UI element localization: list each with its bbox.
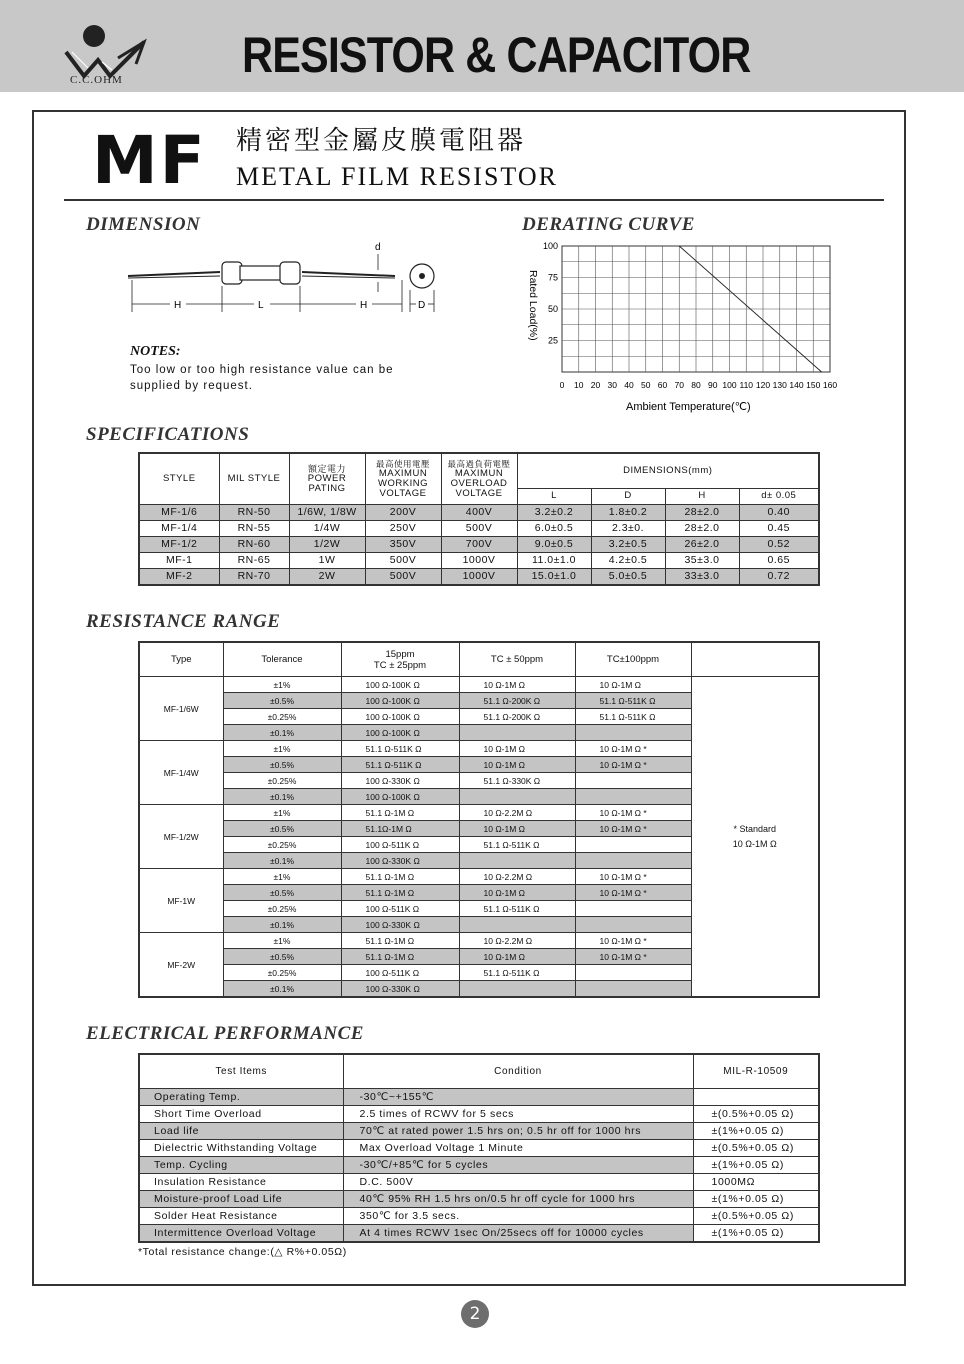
spec-row xyxy=(139,504,819,520)
ep-cell: ±(1%+0.05 Ω) xyxy=(693,1225,819,1243)
rr-cell: 100 Ω-330K Ω xyxy=(341,773,459,789)
rr-cell: 100 Ω-100K Ω xyxy=(341,725,459,741)
spec-cell: RN-65 xyxy=(219,552,289,568)
ep-cell: Max Overload Voltage 1 Minute xyxy=(343,1140,693,1157)
rr-cell xyxy=(459,789,575,805)
spec-row xyxy=(139,536,819,552)
rr-cell: ±0.1% xyxy=(223,981,341,998)
rr-cell: 10 Ω-1M Ω * xyxy=(575,885,691,901)
rr-cell: 51.1 Ω-511K Ω xyxy=(459,837,575,853)
product-title-en: METAL FILM RESISTOR xyxy=(236,162,558,191)
ep-cell: 350℃ for 3.5 secs. xyxy=(343,1208,693,1225)
derating-xtick: 60 xyxy=(657,380,668,390)
rr-cell: ±0.25% xyxy=(223,773,341,789)
rr-cell: 10 Ω-1M Ω xyxy=(459,949,575,965)
rr-type-cell: MF-1/4W xyxy=(139,741,223,805)
spec-cell: 400V xyxy=(441,504,517,520)
product-code: MF xyxy=(92,122,207,199)
rr-cell: ±0.1% xyxy=(223,725,341,741)
rr-cell: 100 Ω-330K Ω xyxy=(341,917,459,933)
spec-header-l: L xyxy=(517,488,591,504)
derating-xtick: 100 xyxy=(722,380,737,390)
derating-heading: DERATING CURVE xyxy=(522,214,695,235)
rr-cell xyxy=(575,773,691,789)
ep-row xyxy=(139,1174,819,1191)
rr-cell: ±0.1% xyxy=(223,917,341,933)
spec-cell: 3.2±0.2 xyxy=(517,504,591,520)
electrical-footnote: *Total resistance change:(△ R%+0.05Ω) xyxy=(138,1246,347,1258)
rr-header-blank xyxy=(691,642,819,677)
derating-ytick: 75 xyxy=(547,272,558,283)
ep-cell: At 4 times RCWV 1sec On/25secs off for 10000 cycles xyxy=(343,1225,693,1243)
spec-cell: MF-1/4 xyxy=(139,520,219,536)
rr-cell xyxy=(575,725,691,741)
rr-header-tc50: TC ± 50ppm xyxy=(459,642,575,677)
rr-cell: 10 Ω-1M Ω * xyxy=(575,821,691,837)
rr-cell: 10 Ω-1M Ω * xyxy=(575,757,691,773)
rr-cell xyxy=(459,917,575,933)
spec-header-power: 額定電力 POWER PATING xyxy=(289,453,365,504)
rr-cell: 100 Ω-100K Ω xyxy=(341,789,459,805)
ep-row xyxy=(139,1157,819,1174)
rr-cell: 10 Ω-1M Ω * xyxy=(575,741,691,757)
rr-cell: 51.1 Ω-511K Ω xyxy=(341,757,459,773)
spec-cell: 1000V xyxy=(441,552,517,568)
rr-cell: 100 Ω-511K Ω xyxy=(341,901,459,917)
notes-text: Too low or too high resistance value can be supplied by request. xyxy=(130,364,394,392)
rr-cell: ±0.25% xyxy=(223,837,341,853)
rr-cell: 10 Ω-1M Ω * xyxy=(575,805,691,821)
resistance-range-table xyxy=(138,641,820,998)
specifications-heading: SPECIFICATIONS xyxy=(86,424,250,445)
rr-cell xyxy=(459,725,575,741)
rr-cell: 10 Ω-1M Ω * xyxy=(575,933,691,949)
ep-row xyxy=(139,1123,819,1140)
spec-cell: RN-60 xyxy=(219,536,289,552)
ep-cell xyxy=(693,1089,819,1106)
spec-cell: 0.72 xyxy=(739,568,819,585)
spec-cell: 0.40 xyxy=(739,504,819,520)
rr-cell: ±0.5% xyxy=(223,757,341,773)
rr-cell: 51.1 Ω-1M Ω xyxy=(341,949,459,965)
rr-cell: ±0.5% xyxy=(223,693,341,709)
rr-cell: 100 Ω-100K Ω xyxy=(341,693,459,709)
spec-cell: 0.52 xyxy=(739,536,819,552)
ep-cell: ±(0.5%+0.05 Ω) xyxy=(693,1106,819,1123)
spec-cell: 0.65 xyxy=(739,552,819,568)
spec-cell: 9.0±0.5 xyxy=(517,536,591,552)
rr-cell xyxy=(575,981,691,998)
rr-header-tc100: TC±100ppm xyxy=(575,642,691,677)
spec-cell: 1/6W, 1/8W xyxy=(289,504,365,520)
rr-cell: 51.1 Ω-511K Ω xyxy=(341,741,459,757)
rr-cell: 51.1 Ω-330K Ω xyxy=(459,773,575,789)
ep-cell: D.C. 500V xyxy=(343,1174,693,1191)
label-h2: H xyxy=(360,300,368,311)
rr-cell: 51.1 Ω-511K Ω xyxy=(575,693,691,709)
dimension-heading: DIMENSION xyxy=(86,214,201,235)
rr-cell: 51.1 Ω-1M Ω xyxy=(341,869,459,885)
spec-cell: MF-1/6 xyxy=(139,504,219,520)
ep-cell: Intermittence Overload Voltage xyxy=(139,1225,343,1243)
rr-cell: 10 Ω-1M Ω xyxy=(459,821,575,837)
rr-cell xyxy=(575,837,691,853)
rr-cell: 51.1 Ω-511K Ω xyxy=(459,965,575,981)
ep-cell: ±(0.5%+0.05 Ω) xyxy=(693,1208,819,1225)
rr-cell: ±0.5% xyxy=(223,885,341,901)
ep-cell: Moisture-proof Load Life xyxy=(139,1191,343,1208)
rr-cell: ±0.5% xyxy=(223,949,341,965)
rr-cell: ±0.5% xyxy=(223,821,341,837)
ep-cell: ±(1%+0.05 Ω) xyxy=(693,1123,819,1140)
rr-cell: 51.1 Ω-200K Ω xyxy=(459,709,575,725)
rr-cell: 10 Ω-2.2M Ω xyxy=(459,805,575,821)
rr-cell: 100 Ω-100K Ω xyxy=(341,709,459,725)
ep-cell: 1000MΩ xyxy=(693,1174,819,1191)
spec-cell: 11.0±1.0 xyxy=(517,552,591,568)
spec-header-dimensions: DIMENSIONS(mm) xyxy=(517,453,819,488)
ep-cell: ±(0.5%+0.05 Ω) xyxy=(693,1140,819,1157)
derating-xtick: 10 xyxy=(574,380,584,390)
spec-cell: MF-2 xyxy=(139,568,219,585)
spec-cell: 3.2±0.5 xyxy=(591,536,665,552)
rr-cell: 51.1 Ω-200K Ω xyxy=(459,693,575,709)
spec-row xyxy=(139,552,819,568)
rr-cell: 10 Ω-1M Ω xyxy=(459,677,575,693)
rr-type-cell: MF-1W xyxy=(139,869,223,933)
rr-row xyxy=(139,677,819,693)
banner-title: RESISTOR & CAPACITOR xyxy=(242,27,751,83)
spec-cell: 35±3.0 xyxy=(665,552,739,568)
derating-xtick: 40 xyxy=(624,380,634,390)
rr-header-tc25: 15ppm TC ± 25ppm xyxy=(341,642,459,677)
derating-xtick: 30 xyxy=(607,380,617,390)
rr-cell: 51.1 Ω-1M Ω xyxy=(341,885,459,901)
derating-xtick: 90 xyxy=(708,380,718,390)
spec-cell: 33±3.0 xyxy=(665,568,739,585)
derating-ylabel: Rated Load(%) xyxy=(527,270,539,341)
rr-cell: ±1% xyxy=(223,677,341,693)
spec-cell: 1000V xyxy=(441,568,517,585)
page-number: 2 xyxy=(461,1300,489,1328)
rr-cell: ±0.1% xyxy=(223,789,341,805)
resistance-range-heading: RESISTANCE RANGE xyxy=(86,611,281,632)
ep-cell: 40℃ 95% RH 1.5 hrs on/0.5 hr off cycle for 1000 hrs xyxy=(343,1191,693,1208)
ep-cell: 70℃ at rated power 1.5 hrs on; 0.5 hr off for 1000 hrs xyxy=(343,1123,693,1140)
rr-cell xyxy=(459,853,575,869)
ep-cell: -30℃~+155℃ xyxy=(343,1089,693,1106)
ep-cell: Operating Temp. xyxy=(139,1089,343,1106)
rr-cell: 10 Ω-1M Ω xyxy=(459,757,575,773)
spec-cell: 15.0±1.0 xyxy=(517,568,591,585)
ep-header-test: Test Items xyxy=(139,1054,343,1089)
derating-xtick: 140 xyxy=(789,380,804,390)
ep-cell: -30℃/+85℃ for 5 cycles xyxy=(343,1157,693,1174)
rr-type-cell: MF-1/6W xyxy=(139,677,223,741)
spec-cell: 6.0±0.5 xyxy=(517,520,591,536)
spec-row xyxy=(139,568,819,585)
rr-note-line2: 10 Ω-1M Ω xyxy=(732,838,777,849)
notes-heading: NOTES: xyxy=(130,344,181,359)
rr-cell: 10 Ω-2.2M Ω xyxy=(459,933,575,949)
rr-cell xyxy=(575,853,691,869)
rr-cell: ±0.25% xyxy=(223,965,341,981)
spec-cell: 500V xyxy=(365,568,441,585)
electrical-table xyxy=(138,1053,820,1243)
rr-cell: ±1% xyxy=(223,741,341,757)
rr-cell: 10 Ω-1M Ω * xyxy=(575,869,691,885)
spec-cell: 1/2W xyxy=(289,536,365,552)
rr-standard-note xyxy=(691,677,819,998)
rr-header-type: Type xyxy=(139,642,223,677)
rr-cell: ±0.25% xyxy=(223,709,341,725)
derating-ytick: 25 xyxy=(547,335,558,346)
ep-cell: ±(1%+0.05 Ω) xyxy=(693,1157,819,1174)
derating-xlabel: Ambient Temperature(℃) xyxy=(626,401,751,413)
rr-cell: 100 Ω-330K Ω xyxy=(341,981,459,998)
rr-cell: 100 Ω-511K Ω xyxy=(341,837,459,853)
rr-cell: 10 Ω-2.2M Ω xyxy=(459,869,575,885)
spec-cell: MF-1/2 xyxy=(139,536,219,552)
spec-cell: 1W xyxy=(289,552,365,568)
rr-cell: 10 Ω-1M Ω xyxy=(459,741,575,757)
rr-cell xyxy=(575,901,691,917)
ep-row xyxy=(139,1089,819,1106)
spec-header-d-dia: D xyxy=(591,488,665,504)
rr-cell: 51.1 Ω-1M Ω xyxy=(341,933,459,949)
rr-cell: ±0.25% xyxy=(223,901,341,917)
ep-cell: Load life xyxy=(139,1123,343,1140)
label-d: d xyxy=(375,242,381,253)
rr-cell: 51.1Ω-1M Ω xyxy=(341,821,459,837)
ep-cell: Insulation Resistance xyxy=(139,1174,343,1191)
rr-header-tolerance: Tolerance xyxy=(223,642,341,677)
spec-header-mil: MIL STYLE xyxy=(219,453,289,504)
derating-xtick: 130 xyxy=(772,380,787,390)
rr-cell xyxy=(575,965,691,981)
rr-cell: ±0.1% xyxy=(223,853,341,869)
spec-cell: 0.45 xyxy=(739,520,819,536)
rr-cell: ±1% xyxy=(223,805,341,821)
spec-cell: RN-50 xyxy=(219,504,289,520)
ep-header-mil: MIL-R-10509 xyxy=(693,1054,819,1089)
ep-cell: Short Time Overload xyxy=(139,1106,343,1123)
ep-cell: ±(1%+0.05 Ω) xyxy=(693,1191,819,1208)
spec-row xyxy=(139,520,819,536)
derating-xtick: 150 xyxy=(806,380,821,390)
spec-header-h: H xyxy=(665,488,739,504)
spec-cell: MF-1 xyxy=(139,552,219,568)
spec-cell: 2.3±0. xyxy=(591,520,665,536)
ep-row xyxy=(139,1140,819,1157)
ep-row xyxy=(139,1106,819,1123)
spec-header-style: STYLE xyxy=(139,453,219,504)
ep-row xyxy=(139,1225,819,1243)
ep-row xyxy=(139,1208,819,1225)
spec-cell: 500V xyxy=(365,552,441,568)
label-d-body: D xyxy=(418,300,426,311)
rr-cell: 10 Ω-1M Ω * xyxy=(575,949,691,965)
rr-cell xyxy=(575,789,691,805)
ep-header-condition: Condition xyxy=(343,1054,693,1089)
spec-cell: 500V xyxy=(441,520,517,536)
product-title-cn: 精密型金屬皮膜電阻器 xyxy=(236,126,527,156)
spec-cell: 700V xyxy=(441,536,517,552)
rr-cell: 51.1 Ω-511K Ω xyxy=(575,709,691,725)
ep-row xyxy=(139,1191,819,1208)
rr-cell xyxy=(459,981,575,998)
spec-cell: 250V xyxy=(365,520,441,536)
spec-cell: 1/4W xyxy=(289,520,365,536)
spec-cell: 4.2±0.5 xyxy=(591,552,665,568)
spec-cell: 200V xyxy=(365,504,441,520)
spec-header-d-lead: d± 0.05 xyxy=(739,488,819,504)
ep-cell: Dielectric Withstanding Voltage xyxy=(139,1140,343,1157)
label-h1: H xyxy=(174,300,182,311)
derating-xtick: 50 xyxy=(641,380,651,390)
derating-xtick: 70 xyxy=(674,380,684,390)
label-l: L xyxy=(258,300,264,311)
spec-cell: 2W xyxy=(289,568,365,585)
rr-note-line1: * Standard xyxy=(733,823,777,834)
spec-header-ov: 最高過負荷電壓 MAXIMUN OVERLOAD VOLTAGE xyxy=(441,453,517,504)
electrical-heading: ELECTRICAL PERFORMANCE xyxy=(86,1023,364,1044)
ep-cell: Solder Heat Resistance xyxy=(139,1208,343,1225)
rr-cell: ±1% xyxy=(223,869,341,885)
rr-cell: 100 Ω-511K Ω xyxy=(341,965,459,981)
spec-cell: RN-70 xyxy=(219,568,289,585)
rr-cell: 100 Ω-330K Ω xyxy=(341,853,459,869)
derating-ytick: 50 xyxy=(547,304,558,314)
derating-xtick: 160 xyxy=(822,380,838,390)
spec-cell: 1.8±0.2 xyxy=(591,504,665,520)
derating-xtick: 110 xyxy=(739,380,754,390)
rr-cell: 10 Ω-1M Ω xyxy=(459,885,575,901)
spec-cell: RN-55 xyxy=(219,520,289,536)
derating-chart xyxy=(516,236,846,418)
derating-ytick: 100 xyxy=(542,241,558,251)
rr-cell: 10 Ω-1M Ω xyxy=(575,677,691,693)
company-name: C.C.OHM xyxy=(70,74,123,86)
title-divider xyxy=(64,199,884,201)
rr-cell: 51.1 Ω-1M Ω xyxy=(341,805,459,821)
derating-xtick: 20 xyxy=(590,380,601,390)
spec-header-wv: 最高使用電壓 MAXIMUN WORKING VOLTAGE xyxy=(365,453,441,504)
spec-cell: 350V xyxy=(365,536,441,552)
spec-cell: 5.0±0.5 xyxy=(591,568,665,585)
spec-cell: 26±2.0 xyxy=(665,536,739,552)
dimension-drawing xyxy=(120,236,450,322)
rr-cell: 51.1 Ω-511K Ω xyxy=(459,901,575,917)
rr-type-cell: MF-1/2W xyxy=(139,805,223,869)
derating-xtick: 120 xyxy=(755,380,771,390)
specifications-table xyxy=(138,452,820,586)
derating-xtick: 80 xyxy=(691,380,701,390)
rr-cell xyxy=(575,917,691,933)
ep-cell: 2.5 times of RCWV for 5 secs xyxy=(343,1106,693,1123)
rr-cell: ±1% xyxy=(223,933,341,949)
rr-cell: 100 Ω-100K Ω xyxy=(341,677,459,693)
spec-cell: 28±2.0 xyxy=(665,504,739,520)
ep-cell: Temp. Cycling xyxy=(139,1157,343,1174)
derating-xtick: 0 xyxy=(559,380,565,390)
rr-type-cell: MF-2W xyxy=(139,933,223,998)
spec-cell: 28±2.0 xyxy=(665,520,739,536)
